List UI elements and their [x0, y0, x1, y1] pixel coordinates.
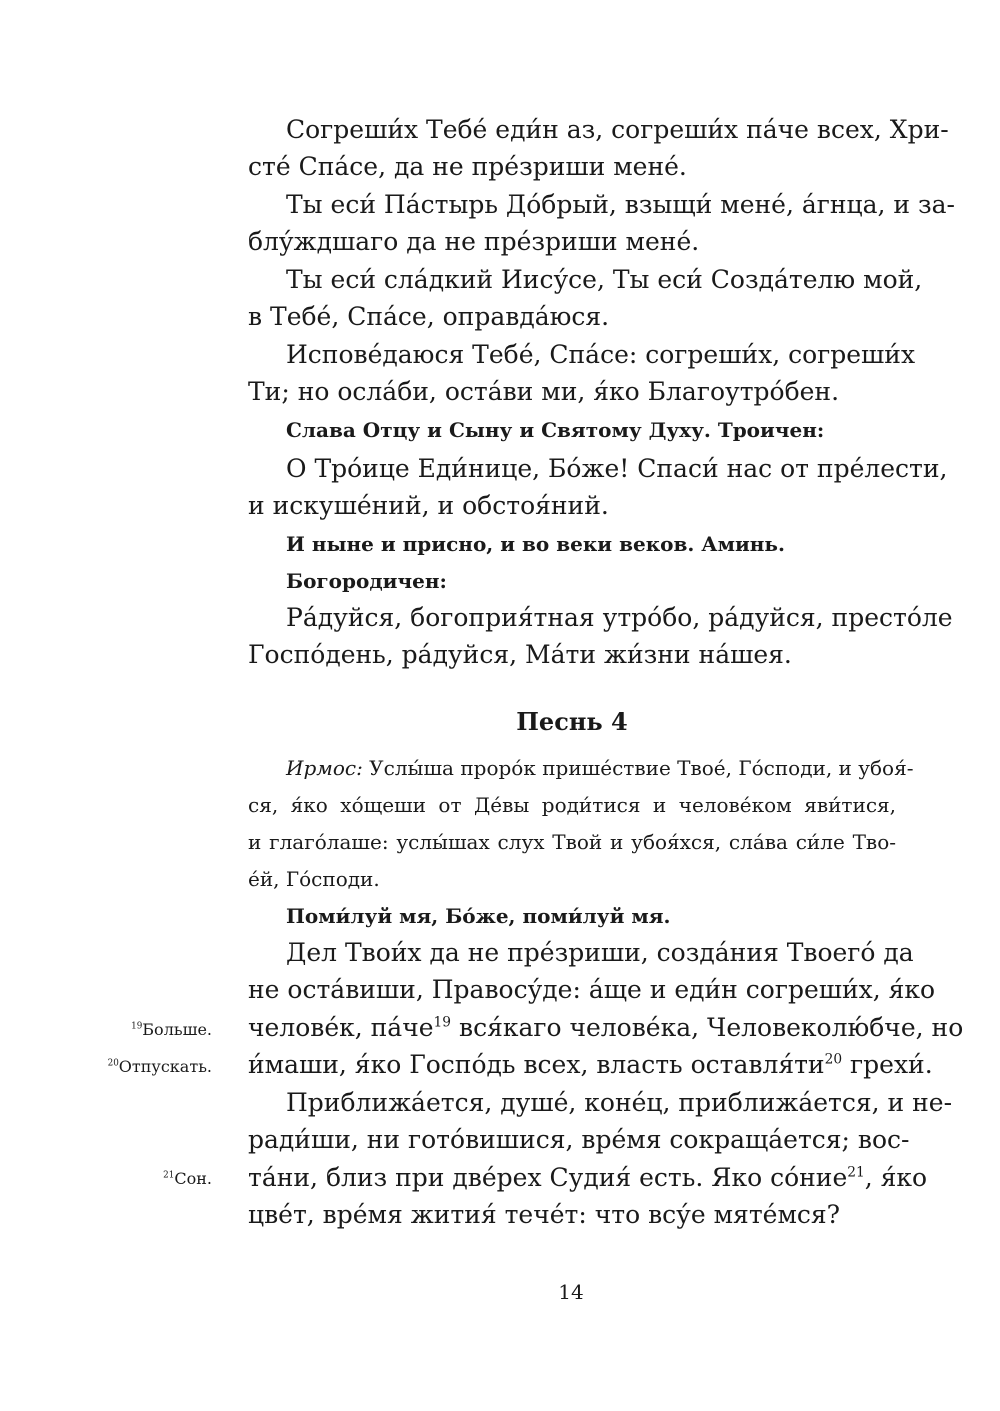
bogorodichen-line-1: Ра́дуйся, богоприя́тная утро́бо, ра́дуйся, престо́ле [286, 603, 953, 632]
page-number: 14 [558, 1280, 584, 1304]
margin-note-number: 19 [131, 1021, 143, 1032]
troichen-line-1: О Тро́ице Еди́нице, Бо́же! Спаси́ нас от пре́лести, [286, 454, 948, 483]
verse-4-line-1: Испове́даюся Тебе́, Спа́се: согреши́х, согреши́х [286, 340, 916, 369]
ode4-verse-1-line-4 [248, 1046, 933, 1083]
irmos-line-4: е́й, Го́споди. [248, 867, 380, 891]
irmos-line-2: ся, я́ко хо́щеши от Де́вы роди́тися и челове́ком яви́тися, [248, 793, 896, 817]
text-segment: челове́к, па́че [248, 1013, 434, 1042]
footnote-ref-21: 21 [847, 1164, 865, 1181]
ode4-verse-2-line-1: Приближа́ется, душе́, коне́ц, приближа́ется, и не- [286, 1088, 953, 1117]
margin-note-text: Отпускать. [118, 1057, 212, 1076]
bogorodichen-heading: Богородичен: [286, 569, 447, 593]
verse-1-line-2: сте́ Спа́се, да не пре́зриши мене́. [248, 152, 687, 181]
text-segment: грехи́. [842, 1050, 933, 1079]
text-segment: и́маши, я́ко Госпо́дь всех, власть оставля́ти [248, 1050, 825, 1079]
verse-3-line-1: Ты еси́ сла́дкий Иису́се, Ты еси́ Созда́телю мой, [286, 265, 923, 294]
footnote-ref-19: 19 [433, 1014, 452, 1031]
ode-4-heading: Песнь 4 [516, 707, 628, 736]
margin-note-20 [108, 1057, 212, 1077]
irmos-line-1 [286, 750, 914, 787]
ode4-verse-1-line-3 [248, 1009, 964, 1046]
text-segment: вся́каго челове́ка, Человеколю́бче, но [451, 1013, 964, 1042]
verse-2-line-1: Ты еси́ Па́стырь До́брый, взыщи́ мене́, а́гнца, и за- [286, 190, 955, 219]
margin-note-number: 21 [163, 1170, 175, 1181]
ode4-verse-1-line-1: Дел Твои́х да не пре́зриши, созда́ния Твоего́ да [286, 938, 914, 967]
troichen-line-2: и искуше́ний, и обстоя́ний. [248, 491, 609, 520]
margin-note-text: Сон. [174, 1169, 212, 1188]
now-heading: И ныне и присно, и во веки веков. Аминь. [286, 532, 785, 556]
verse-1-line-1: Согреши́х Тебе́ еди́н аз, согреши́х па́че всех, Хри- [286, 115, 949, 144]
verse-4-line-2: Ти; но осла́би, оста́ви ми, я́ко Благоутро́бен. [248, 377, 840, 406]
irmos-line-3: и глаго́лаше: услы́шах слух Твой и убоя́хся, сла́ва си́ле Тво- [248, 830, 896, 854]
bogorodichen-line-2: Госпо́день, ра́дуйся, Ма́ти жи́зни на́шея. [248, 640, 792, 669]
footnote-ref-20: 20 [824, 1051, 843, 1068]
glory-heading: Слава Отцу и Сыну и Святому Духу. Троичен: [286, 418, 825, 442]
verse-3-line-2: в Тебе́, Спа́се, оправда́юся. [248, 302, 610, 331]
verse-2-line-2: блу́ждшаго да не пре́зриши мене́. [248, 227, 700, 256]
margin-note-19 [131, 1020, 212, 1040]
margin-note-text: Больше. [142, 1020, 212, 1039]
margin-note-number: 20 [107, 1058, 119, 1069]
irmos-line-1-text: Услы́ша проро́к прише́ствие Твое́, Го́споди, и убоя́- [369, 756, 914, 780]
refrain: Поми́луй мя, Бо́же, поми́луй мя. [286, 904, 671, 928]
text-segment: та́ни, близ при две́рех Судия́ есть. Яко со́ние [248, 1163, 848, 1192]
ode4-verse-2-line-4: цве́т, вре́мя жития́ тече́т: что всу́е мяте́мся? [248, 1200, 841, 1229]
ode4-verse-1-line-2: не оста́виши, Правосу́де: а́ще и еди́н согреши́х, я́ко [248, 975, 936, 1004]
margin-note-21 [163, 1169, 212, 1189]
ode4-verse-2-line-3 [248, 1159, 928, 1196]
irmos-label: Ирмос: [286, 756, 363, 780]
ode4-verse-2-line-2: ради́ши, ни гото́вишися, вре́мя сокраща́ется; вос- [248, 1125, 910, 1154]
text-segment: , я́ко [864, 1163, 928, 1192]
